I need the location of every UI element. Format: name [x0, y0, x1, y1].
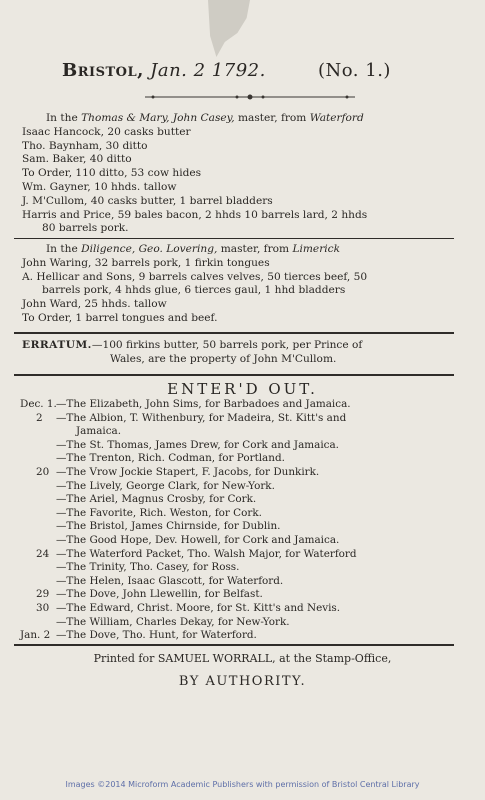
departure-text: Jamaica.: [76, 425, 122, 438]
departure-text: —The Albion, T. Withenbury, for Madeira, St. Kitt's and: [56, 411, 347, 424]
erratum: [22, 338, 362, 366]
cargo-line: J. M'Cullom, 40 casks butter, 1 barrel bladders: [22, 194, 273, 207]
departure-date: 29: [36, 588, 50, 601]
cargo-line: Harris and Price, 59 bales bacon, 2 hhds 10 barrels lard, 2 hhds: [22, 208, 368, 221]
departure-row: [20, 412, 467, 426]
section-rule: [14, 238, 454, 239]
masthead-title: [62, 60, 266, 81]
departure-row: [20, 398, 467, 412]
arrival-intro: In the Thomas & Mary, John Casey, master, from Waterford: [46, 112, 364, 124]
departure-row: [20, 439, 467, 453]
departure-text: —The Elizabeth, John Sims, for Barbadoes and Jamaica.: [56, 398, 351, 410]
cargo-line: A. Hellicar and Sons, 9 barrels calves velves, 50 tierces beef, 50: [22, 270, 368, 283]
erratum-line: ERRATUM.—100 firkins butter, 50 barrels pork, per Prince of: [22, 339, 363, 351]
departure-text: —The Bristol, James Chirnside, for Dublin.: [56, 520, 281, 533]
issue-date: Jan. 2 1792.: [150, 60, 266, 81]
departure-text: —The Vrow Jockie Stapert, F. Jacobs, for Dunkirk.: [56, 465, 320, 478]
departure-text: —The Good Hope, Dev. Howell, for Cork and Jamaica.: [56, 533, 340, 546]
departure-row: [20, 534, 467, 548]
departure-text: —The Helen, Isaac Glascott, for Waterford.: [56, 574, 284, 587]
departure-text: —The Waterford Packet, Tho. Walsh Major, for Waterford: [56, 547, 357, 560]
section-rule: [14, 374, 454, 376]
cargo-line: barrels pork, 4 hhds glue, 6 tierces gaul, 1 hhd bladders: [42, 284, 346, 297]
departure-row: [20, 561, 467, 575]
departure-date: 30: [36, 601, 50, 614]
ornament-divider: [145, 92, 355, 102]
departure-date: Dec. 1.: [20, 398, 57, 410]
cargo-line: 80 barrels pork.: [42, 222, 129, 235]
departure-date: 2: [36, 411, 43, 424]
erratum-label: ERRATUM.: [22, 339, 92, 351]
departure-text: —The Trenton, Rich. Codman, for Portland.: [56, 452, 285, 465]
departure-text: —The Ariel, Magnus Crosby, for Cork.: [56, 493, 257, 506]
cargo-line: John Ward, 25 hhds. tallow: [22, 298, 167, 311]
departure-row: [20, 452, 467, 466]
arrival-block-1: [22, 112, 463, 236]
departure-date: Jan. 2: [20, 629, 51, 642]
authority-line: BY AUTHORITY.: [178, 674, 307, 689]
cargo-line: Isaac Hancock, 20 casks butter: [22, 125, 191, 138]
arrival-block-2: [22, 243, 463, 326]
torn-edge: [208, 0, 250, 60]
departure-row: [20, 616, 467, 630]
departure-row: [20, 493, 467, 507]
section-rule: [14, 332, 454, 334]
departure-row: [20, 480, 467, 494]
departure-row: [20, 466, 467, 480]
cargo-line: To Order, 110 ditto, 53 cow hides: [22, 167, 202, 180]
issue-number: (No. 1.): [318, 60, 391, 81]
departure-row: [20, 629, 467, 643]
entered-out-list: [20, 398, 467, 643]
departure-row: [20, 602, 467, 616]
cargo-line: John Waring, 32 barrels pork, 1 firkin tongues: [22, 256, 270, 269]
entered-out-heading: ENTER'D OUT.: [167, 380, 318, 398]
departure-text: —The Edward, Christ. Moore, for St. Kitt's and Nevis.: [56, 601, 341, 614]
departure-row: [20, 548, 467, 562]
departure-row: [20, 507, 467, 521]
cargo-line: Tho. Baynham, 30 ditto: [22, 139, 148, 152]
departure-date: 24: [36, 547, 50, 560]
departure-row: [20, 588, 467, 602]
city-name: Bristol,: [62, 60, 144, 81]
departure-row: [20, 425, 467, 439]
departure-text: —The Dove, John Llewellin, for Belfast.: [56, 588, 263, 601]
image-credit: Images ©2014 Microform Academic Publishers with permission of Bristol Central Library: [65, 780, 420, 789]
departure-text: —The Lively, George Clark, for New-York.: [56, 479, 275, 492]
departure-text: —The St. Thomas, James Drew, for Cork and Jamaica.: [56, 438, 339, 451]
cargo-line: Sam. Baker, 40 ditto: [22, 153, 132, 166]
cargo-line: To Order, 1 barrel tongues and beef.: [22, 311, 218, 324]
printer-line: Printed for SAMUEL WORRALL, at the Stamp-Office,: [93, 652, 392, 665]
cargo-line: Wm. Gayner, 10 hhds. tallow: [22, 180, 177, 193]
departure-row: [20, 520, 467, 534]
departure-row: [20, 575, 467, 589]
departure-date: 20: [36, 465, 50, 478]
section-rule: [14, 644, 454, 646]
departure-text: —The Favorite, Rich. Weston, for Cork.: [56, 506, 262, 519]
arrival-intro: In the Diligence, Geo. Lovering, master, from Limerick: [46, 243, 341, 255]
departure-text: —The Dove, Tho. Hunt, for Waterford.: [56, 629, 257, 642]
departure-text: —The William, Charles Dekay, for New-York.: [56, 615, 290, 628]
erratum-line: Wales, are the property of John M'Cullom.: [110, 353, 337, 365]
departure-text: —The Trinity, Tho. Casey, for Ross.: [56, 561, 240, 574]
